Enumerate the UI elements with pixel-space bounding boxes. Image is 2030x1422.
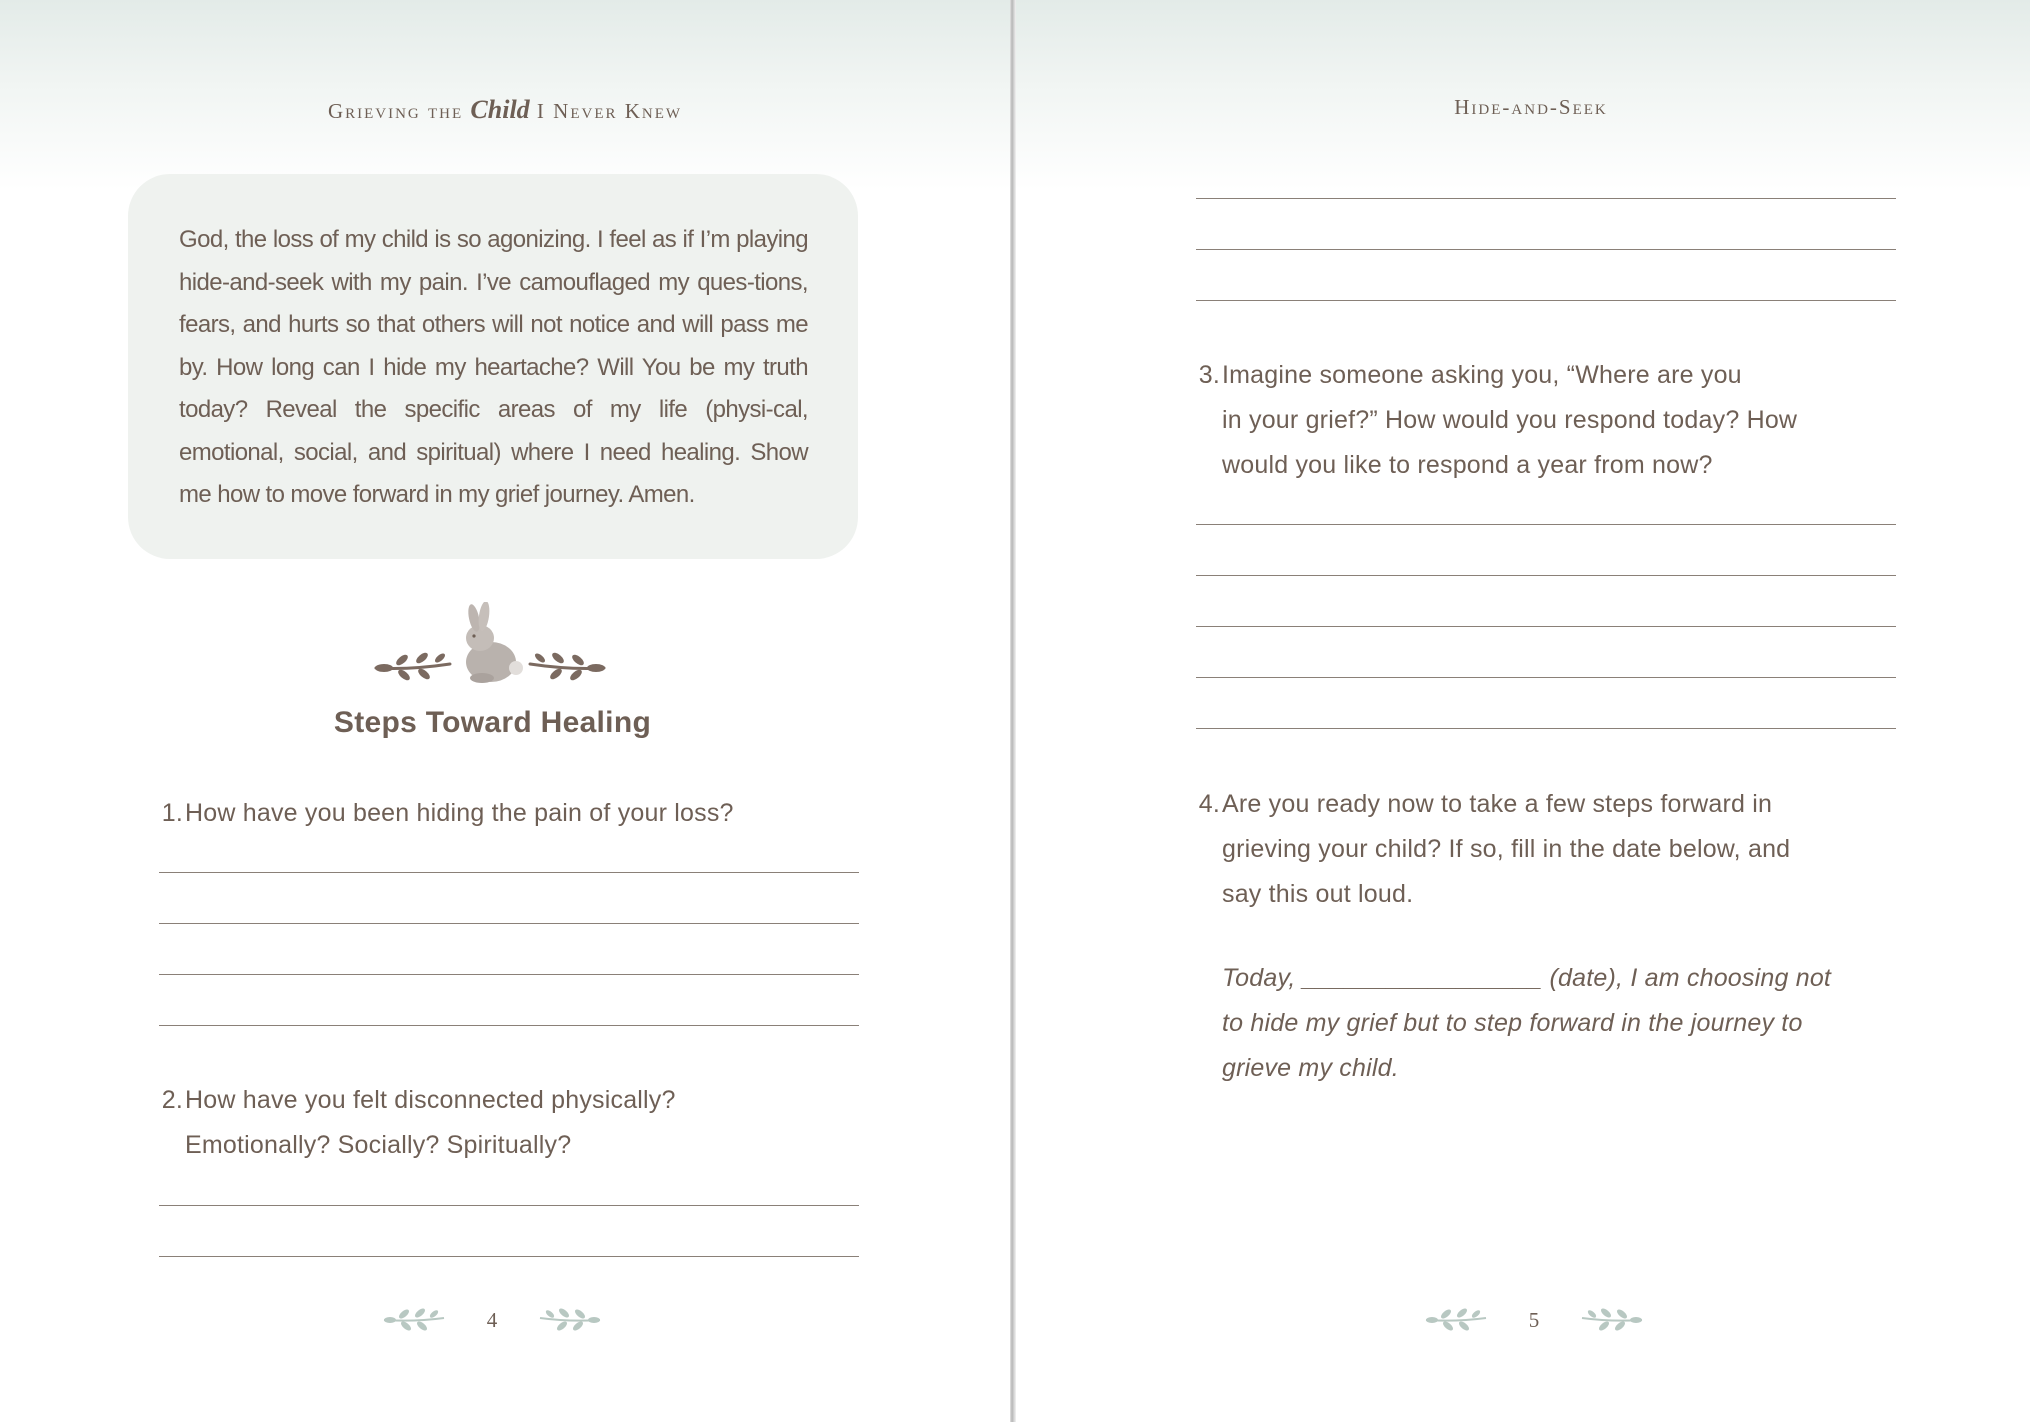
page-number: 4 [486, 1308, 498, 1332]
question-line: would you like to respond a year from now? [1222, 451, 1713, 479]
running-head-left [0, 95, 1010, 125]
answer-line[interactable] [1196, 626, 1896, 627]
leaf-sprig-icon [538, 1304, 602, 1336]
question-line: How have you been hiding the pain of your loss? [185, 799, 734, 827]
question-2 [161, 1078, 865, 1168]
declaration-line: grieve my child. [1222, 1054, 1399, 1082]
answer-line[interactable] [1196, 300, 1896, 301]
leaf-sprig-icon [1580, 1304, 1644, 1336]
left-page [0, 0, 1010, 1422]
answer-line[interactable] [1196, 249, 1896, 250]
question-3 [1198, 353, 1922, 488]
page-number: 5 [1528, 1308, 1540, 1332]
question-line: grieving your child? If so, fill in the date below, and [1222, 835, 1791, 863]
declaration-line: to hide my grief but to step forward in the journey to [1222, 1009, 1803, 1037]
running-head-part: Grieving the [327, 99, 464, 123]
bunny-ornament-icon [370, 602, 610, 688]
answer-line[interactable] [1196, 575, 1896, 576]
question-1 [161, 791, 865, 836]
answer-line[interactable] [1196, 728, 1896, 729]
question-line: say this out loud. [1222, 880, 1414, 908]
answer-line[interactable] [159, 923, 859, 924]
answer-line[interactable] [1196, 677, 1896, 678]
question-4 [1198, 782, 1942, 917]
question-line: Imagine someone asking you, “Where are you [1222, 361, 1742, 389]
question-number: 3. [1198, 361, 1220, 389]
answer-line[interactable] [159, 1025, 859, 1026]
right-page [1016, 0, 2030, 1422]
question-line: Emotionally? Socially? Spiritually? [185, 1131, 572, 1159]
answer-line[interactable] [1196, 524, 1896, 525]
declaration-line[interactable]: Today, _________________ (date), I am choosing not [1222, 964, 1832, 992]
answer-line[interactable] [159, 1256, 859, 1257]
question-number: 2. [161, 1086, 183, 1114]
question-number: 4. [1198, 790, 1220, 818]
question-line: in your grief?” How would you respond today? How [1222, 406, 1798, 434]
answer-line[interactable] [159, 872, 859, 873]
prayer-text: God, the loss of my child is so agonizing. I feel as if I’m playing hide-and-seek with my pain. I’ve camouflaged my ques-tions, fears, and hurts so that others will not notice and will pass me by. How long can I hide my heartache? Will You be my truth today? Reveal the specific areas of my life (physi-cal, emotional, social, and spiritual) where I need healing. Show me how to move forward in my grief journey. Amen. [179, 226, 808, 508]
page-footer-right [1424, 1304, 1644, 1336]
page-footer-left [382, 1304, 602, 1336]
section-title: Steps Toward Healing [333, 706, 652, 739]
running-head-right: Hide-and-Seek [1454, 95, 1608, 119]
running-head-part: I Never Knew [536, 99, 683, 123]
answer-line[interactable] [159, 1205, 859, 1206]
answer-line[interactable] [159, 974, 859, 975]
question-line: Are you ready now to take a few steps forward in [1222, 790, 1773, 818]
declaration [1222, 956, 1952, 1091]
answer-line[interactable] [1196, 198, 1896, 199]
running-head-script-word: Child [470, 95, 530, 124]
question-number: 1. [161, 799, 183, 827]
prayer-box [128, 174, 858, 559]
question-line: How have you felt disconnected physically? [185, 1086, 676, 1114]
